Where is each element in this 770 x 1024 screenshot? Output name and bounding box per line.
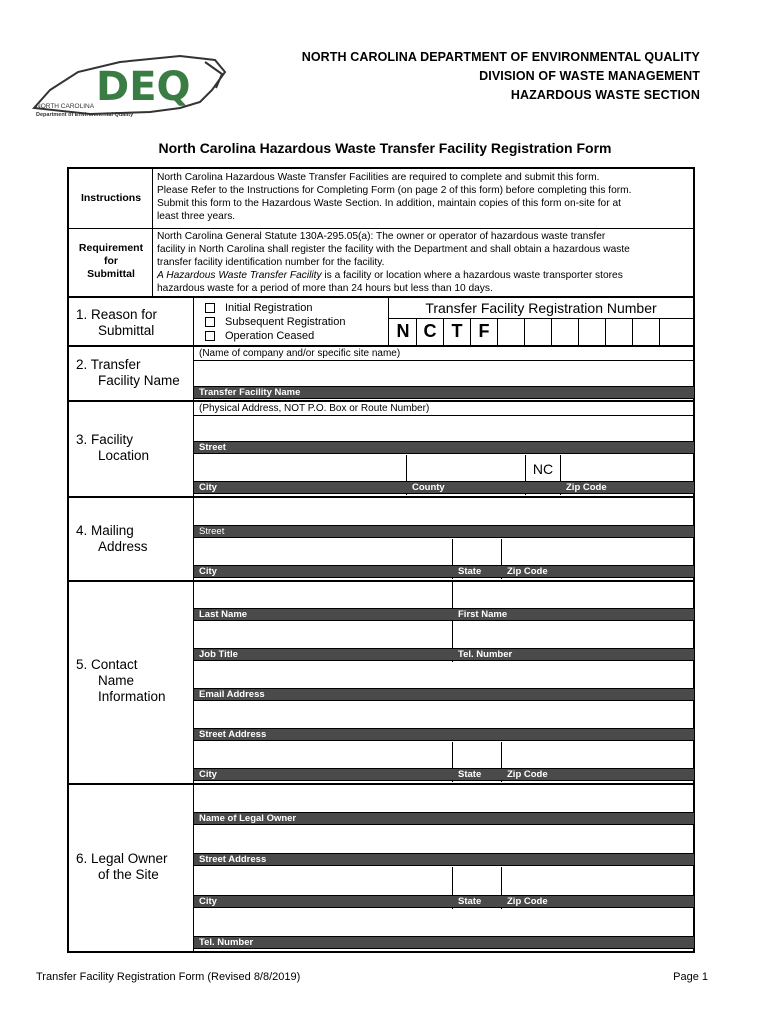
checkbox-icon[interactable] — [205, 331, 215, 341]
section-4-label: 4. Mailing Address — [76, 523, 148, 554]
option-operation-ceased[interactable]: Operation Ceased — [205, 329, 345, 343]
form-title: North Carolina Hazardous Waste Transfer Facility Registration Form — [158, 140, 612, 156]
frame-top — [67, 167, 695, 169]
facility-name-input[interactable] — [195, 361, 693, 385]
contact-street-input[interactable] — [195, 703, 693, 727]
mailing-zip-caption: Zip Code — [507, 566, 548, 577]
header-line-3: HAZARDOUS WASTE SECTION — [510, 88, 700, 102]
facility-city-input[interactable] — [195, 456, 405, 480]
name-hint: (Name of company and/or specific site name) — [199, 348, 401, 359]
last-name-caption: Last Name — [199, 609, 248, 620]
physical-hint: (Physical Address, NOT P.O. Box or Route Number) — [199, 403, 430, 414]
street-caption: Street — [199, 442, 226, 453]
mailing-zip-input[interactable] — [502, 540, 693, 564]
reg-prefix-c: C — [423, 321, 437, 341]
county-caption: County — [412, 482, 445, 493]
contact-state-caption: State — [458, 769, 482, 780]
mailing-state-caption: State — [458, 566, 482, 577]
email-caption: Email Address — [199, 689, 265, 700]
first-name-caption: First Name — [458, 609, 508, 620]
requirement-text: North Carolina General Statute 130A-295.05(a): The owner or operator of hazardous waste transfer facility in North Carolina shall register the facility with the Department and shall obtain a hazardous waste transfer facility identification number for the facility. A Hazardous Waste Transfer Facility is a facility or location where a hazardous waste transporter stores hazardous waste for a period of more than 24 hours but less than 10 days. — [157, 231, 630, 294]
reg-prefix-f: F — [478, 321, 490, 341]
legal-owner-state-caption: State — [458, 896, 482, 907]
contact-city-input[interactable] — [195, 743, 451, 767]
requirement-label: Requirement for Submittal — [78, 242, 144, 280]
contact-street-caption: Street Address — [199, 729, 267, 740]
frame-left — [67, 167, 69, 953]
mailing-city-input[interactable] — [195, 540, 451, 564]
mailing-city-caption: City — [199, 566, 217, 577]
instructions-label: Instructions — [80, 192, 142, 204]
nc-state-outline-icon — [30, 50, 230, 130]
legal-owner-zip-caption: Zip Code — [507, 896, 548, 907]
legal-owner-name-input[interactable] — [195, 785, 693, 811]
contact-city-caption: City — [199, 769, 217, 780]
header-line-2: DIVISION OF WASTE MANAGEMENT — [479, 69, 700, 83]
contact-zip-caption: Zip Code — [507, 769, 548, 780]
facility-name-caption: Transfer Facility Name — [199, 387, 301, 398]
contact-job-title-input[interactable] — [195, 623, 451, 647]
facility-street-input[interactable] — [195, 416, 693, 440]
section-5-label: 5. Contact Name Information — [76, 657, 166, 704]
facility-zip-input[interactable] — [561, 456, 693, 480]
legal-owner-street-caption: Street Address — [199, 854, 267, 865]
zip-caption: Zip Code — [566, 482, 607, 493]
facility-county-input[interactable] — [407, 456, 524, 480]
contact-first-name-input[interactable] — [453, 583, 693, 607]
city-caption: City — [199, 482, 217, 493]
tel-caption: Tel. Number — [458, 649, 513, 660]
reason-options — [205, 301, 345, 343]
contact-state-input[interactable] — [453, 743, 500, 767]
contact-email-input[interactable] — [195, 663, 693, 687]
section-6-label: 6. Legal Owner of the Site — [76, 851, 168, 882]
legal-owner-street-input[interactable] — [195, 827, 693, 852]
legal-owner-tel-input[interactable] — [195, 910, 693, 935]
mailing-street-input[interactable] — [195, 498, 693, 524]
logo-sub1: NORTH CAROLINA — [36, 103, 95, 110]
reg-number-label: Transfer Facility Registration Number — [425, 300, 657, 316]
reg-prefix-t: T — [451, 321, 463, 341]
section-1-label: 1. Reason for Submittal — [76, 307, 158, 338]
reg-number-input[interactable] — [524, 319, 693, 345]
mailing-state-input[interactable] — [453, 540, 500, 564]
contact-zip-input[interactable] — [502, 743, 693, 767]
contact-tel-input[interactable] — [453, 623, 693, 647]
header-line-1: NORTH CAROLINA DEPARTMENT OF ENVIRONMENTAL QUALITY — [301, 50, 700, 64]
reg-prefix-n: N — [396, 321, 410, 341]
state-nc: NC — [532, 461, 554, 477]
job-title-caption: Job Title — [199, 649, 238, 660]
section-2-label: 2. Transfer Facility Name — [76, 357, 180, 388]
frame-bottom — [67, 951, 695, 953]
option-subsequent-registration[interactable]: Subsequent Registration — [205, 315, 345, 329]
instructions-text: North Carolina Hazardous Waste Transfer Facilities are required to complete and submit this form. Please Refer to the Instructions for Completing Form (on page 2 of this form) before completing this form. Submit this form to the Hazardous Waste Section. In addition, maintain copies of this form on-site for at least three years. — [157, 172, 632, 222]
checkbox-icon[interactable] — [205, 317, 215, 327]
legal-owner-state-input[interactable] — [453, 868, 500, 894]
frame-right — [693, 167, 695, 953]
mailing-street-caption: Street — [199, 526, 225, 537]
legal-owner-city-input[interactable] — [195, 868, 451, 894]
section-3-label: 3. Facility Location — [76, 432, 150, 463]
legal-owner-tel-caption: Tel. Number — [199, 937, 254, 948]
footer-page-number: Page 1 — [673, 971, 708, 983]
logo-text: DEQ — [96, 64, 191, 110]
contact-last-name-input[interactable] — [195, 583, 451, 607]
legal-owner-zip-input[interactable] — [502, 868, 693, 894]
logo-sub2: Department of Environmental Quality — [36, 112, 134, 118]
legal-owner-name-caption: Name of Legal Owner — [199, 813, 297, 824]
footer-revision: Transfer Facility Registration Form (Revised 8/8/2019) — [36, 971, 301, 983]
option-initial-registration[interactable]: Initial Registration — [205, 301, 345, 315]
legal-owner-city-caption: City — [199, 896, 217, 907]
deq-logo — [30, 50, 230, 130]
checkbox-icon[interactable] — [205, 303, 215, 313]
